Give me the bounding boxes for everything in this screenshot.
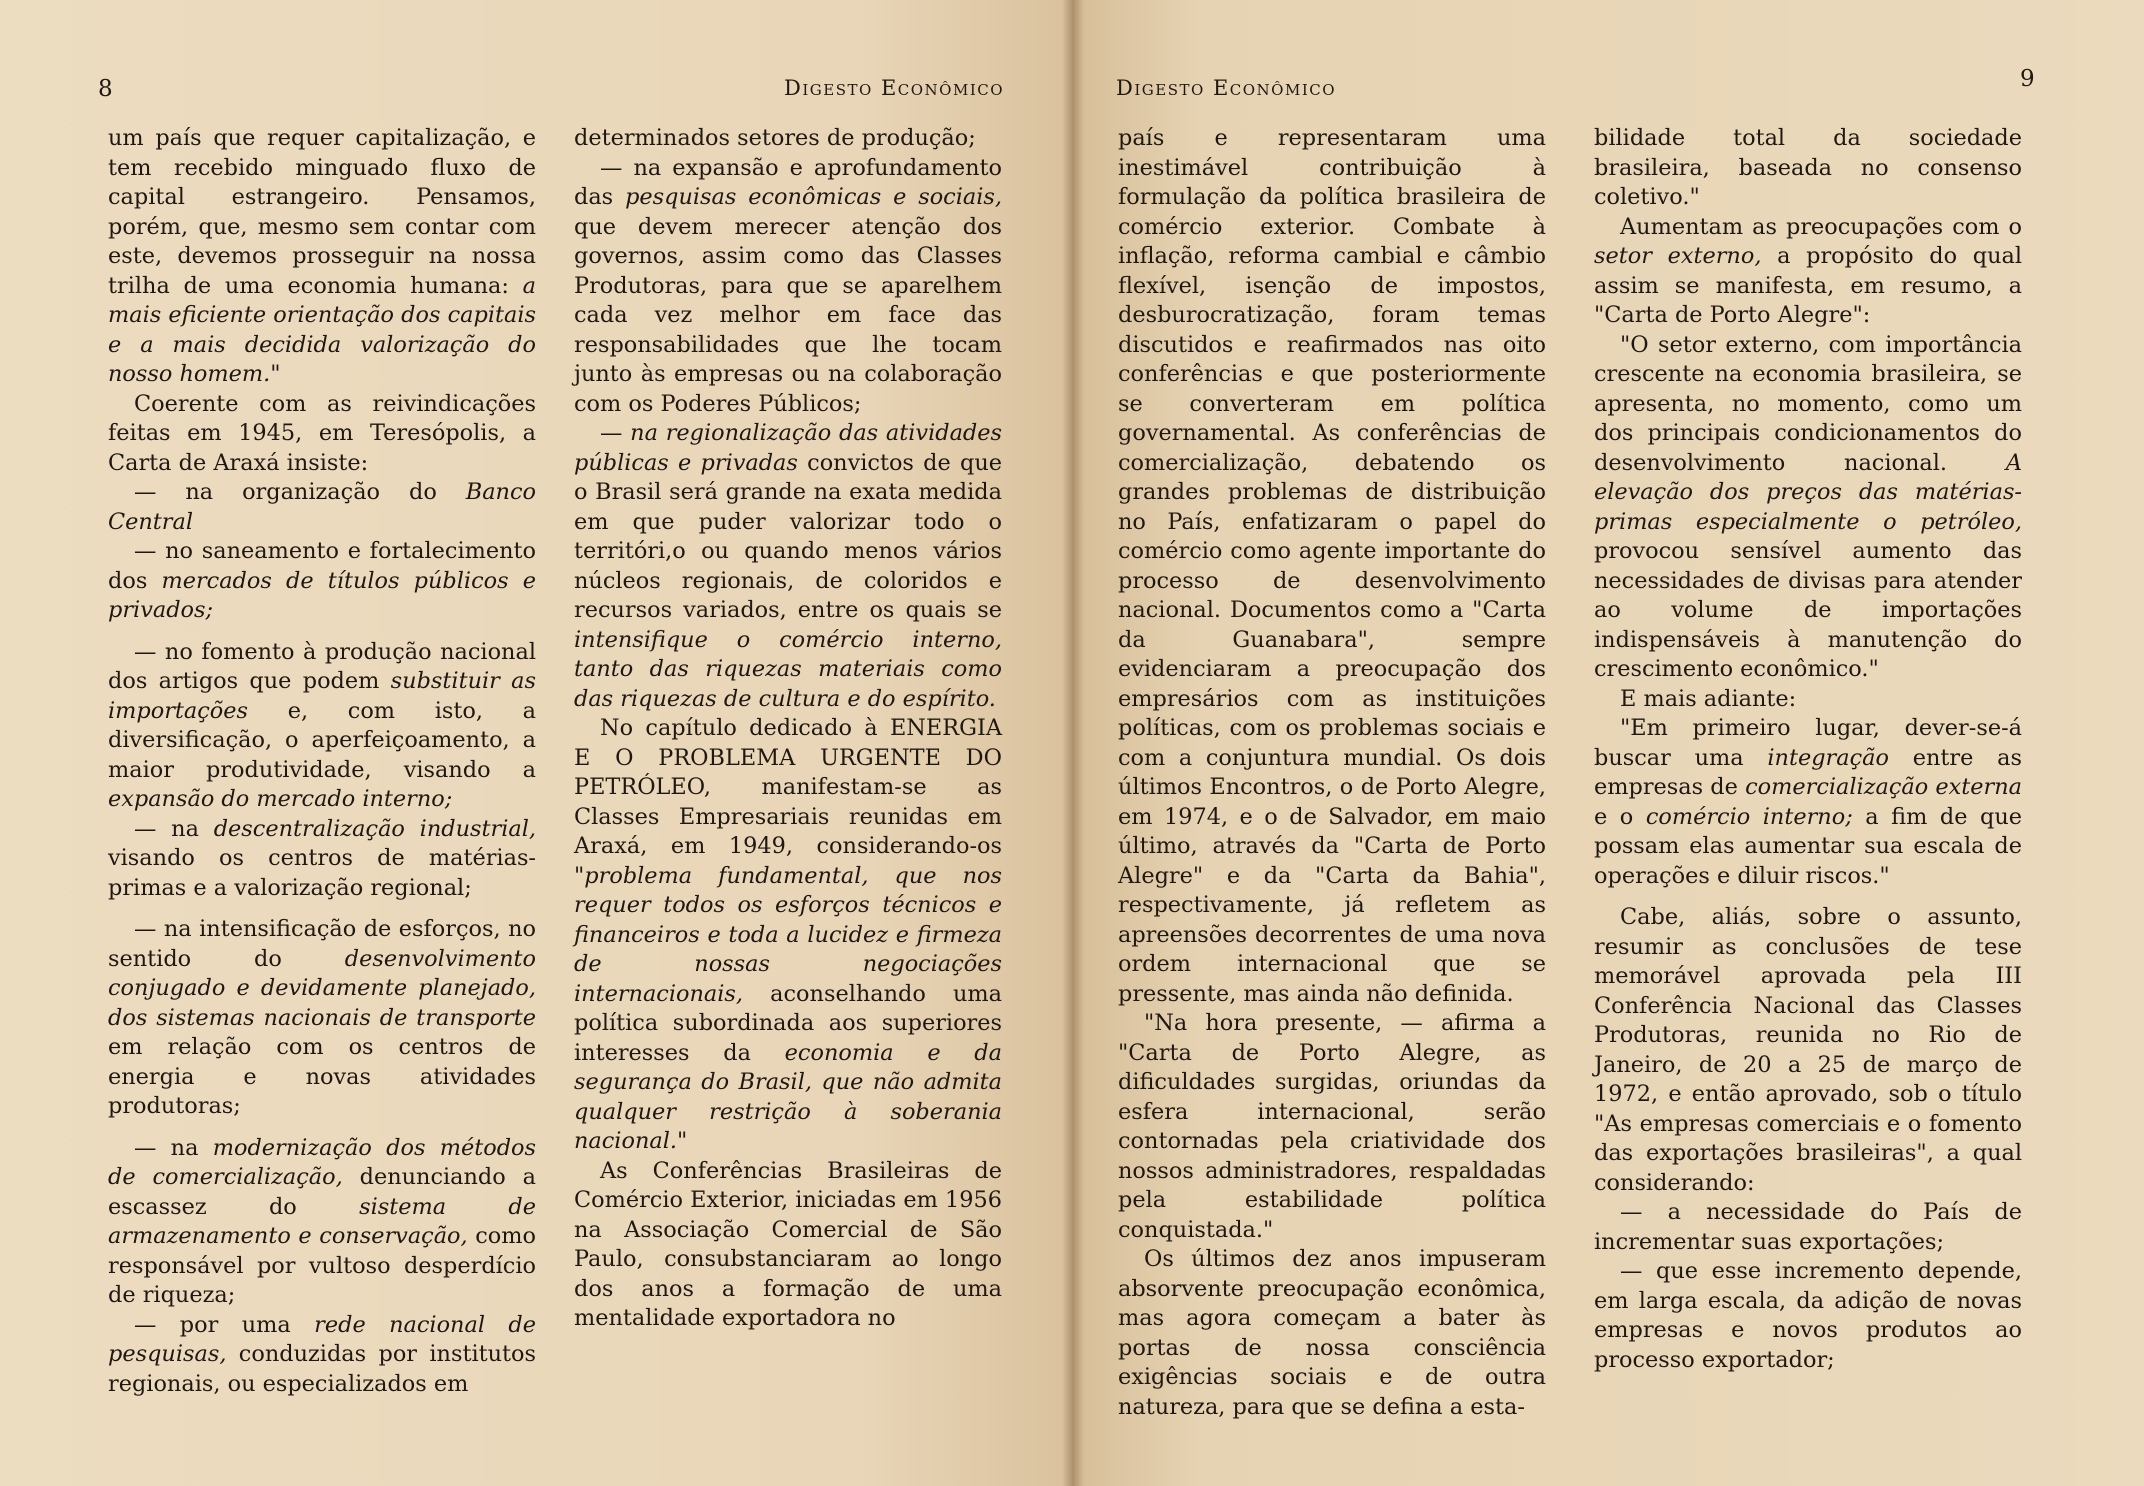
text-run: — a necessidade do País de incrementar suas exportações; (1594, 1199, 2022, 1255)
left-page-column-1 (108, 124, 536, 1399)
italic-text-run: comércio interno; (1645, 803, 1853, 830)
italic-text-run: Banco Central (108, 479, 536, 535)
text-run: e o (1594, 803, 1646, 830)
paragraph (1594, 1257, 2022, 1375)
right-page (1072, 0, 2144, 1486)
paragraph (1118, 1245, 1546, 1422)
text-run: Aumentam as preocupações com o (1620, 213, 2022, 240)
paragraph (574, 154, 1002, 420)
paragraph (1594, 685, 2022, 715)
text-run: — na expansão e aprofundamento das (574, 154, 1002, 210)
italic-text-run: setor externo, (1594, 243, 1762, 269)
text-run: bilidade total da sociedade brasileira, baseada no consenso coletivo." (1594, 125, 2022, 210)
text-run: a propósito do qual assim se manifesta, em resumo, a "Carta de Porto Alegre": (1594, 243, 2023, 328)
text-run: em relação com os centros de energia e novas atividades produtoras; (108, 1034, 536, 1119)
text-run: No capítulo dedicado à ENERGIA E O PROBLEMA URGENTE DO PETRÓLEO, manifestam-se as Classes Empresariais reunidas em Araxá, em 1949, considerando-os (574, 715, 1002, 859)
paragraph (574, 124, 1002, 154)
italic-text-run: na regionalização das atividades públicas e privadas (574, 420, 1002, 476)
text-run: — que esse incremento depende, em larga escala, da adição de novas empresas e novos produtos ao processo exportador; (1594, 1258, 2022, 1373)
running-head-left: Digesto Econômico (784, 76, 1005, 100)
text-run: — na (134, 1134, 213, 1161)
text-run: — na organização do (134, 479, 466, 505)
italic-text-run: rede nacional de pesquisas, (108, 1311, 536, 1367)
page-number-right: 9 (2020, 66, 2035, 92)
text-run: Cabe, aliás, sobre o assunto, resumir as conclusões de tese memorável aprovada pela III Conferência Nacional das Classes Produtoras, reunida no Rio de Janeiro, de 20 a 25 de março de 1972, e então aprovado, sob o título "As empresas comerciais e o fomento das exportações brasileiras", a qual considerando: (1594, 904, 2022, 1196)
paragraph (1594, 903, 2022, 1198)
italic-text-run: sistema de armazenamento e conservação, (108, 1193, 536, 1249)
text-run: país e representaram uma inestimável contribuição à formulação da política brasileira de comércio exterior. Combate à inflação, reforma cambial e câmbio flexível, isenção de impostos, desburocratização, foram temas discutidos e reafirmados nas oito conferências e que posteriormente se converteram em política governamental. As conferências de comercialização, debatendo os grandes problemas de distribuição no País, enfatizaram o papel do comércio como agente importante do processo de desenvolvimento nacional. Documentos como a "Carta da Guanabara", sempre evidenciaram a preocupação dos empresários com as instituições políticas, com os problemas sociais e com a conjuntura mundial. Os dois últimos Encontros, o de Porto Alegre, em 1974, e o de Salvador, em maio último, através da "Carta de Porto Alegre" e da "Carta da Bahia", respectivamente, já refletem as apreensões decorrentes de uma nova ordem internacional que se pressente, mas ainda não definida. (1118, 125, 1546, 1007)
text-run: que devem merecer atenção dos governos, assim como das Classes Produtoras, para que se aparelhem cada vez melhor em face das responsabilidades que lhe tocam junto às empresas ou na colaboração com os Poderes Públicos; (574, 213, 1002, 417)
paragraph (108, 915, 536, 1122)
paragraph (108, 478, 536, 537)
paragraph (108, 124, 536, 390)
text-run: visando os centros de matérias-primas e a valorização regional; (108, 845, 536, 901)
text-run: determinados setores de produção; (574, 125, 976, 151)
text-run: — na (134, 815, 214, 842)
text-run: como responsável por vultoso desperdício de riqueza; (108, 1223, 536, 1308)
italic-text-run: "problema fundamental, que nos requer todos os esforços técnicos e financeiros e toda a lucidez e firmeza de nossas negociações internacionais, (574, 862, 1002, 1007)
text-run: um país que requer capitalização, e tem recebido minguado fluxo de capital estrangeiro. Pensamos, porém, que, mesmo sem contar com este, devemos prosseguir na nossa trilha de uma economia humana: (108, 125, 536, 299)
text-run: conduzidas por institutos regionais, ou especializados em (108, 1341, 536, 1397)
italic-text-run: desenvolvimento conjugado e devidamente planejado, dos sistemas nacionais de transporte (108, 945, 536, 1031)
italic-text-run: substituir as importações (108, 668, 536, 724)
paragraph (1594, 331, 2022, 685)
text-run: aconselhando uma política subordinada aos superiores interesses da (574, 980, 1002, 1066)
italic-text-run: mercados de títulos públicos e privados; (108, 567, 537, 623)
paragraph (574, 1157, 1002, 1334)
paragraph (108, 1134, 536, 1311)
right-page-column-2 (1594, 124, 2022, 1375)
text-run: "Na hora presente, — afirma a "Carta de Porto Alegre, as dificuldades surgidas, oriundas da esfera internacional, serão contornadas pela criatividade dos nossos administradores, respaldadas pela estabilidade política conquistada." (1118, 1010, 1546, 1243)
italic-text-run: A elevação dos preços das matérias-primas especialmente o petróleo, (1594, 449, 2022, 535)
text-run: " (677, 1128, 688, 1154)
paragraph (108, 815, 536, 904)
italic-text-run: pesquisas econômicas e sociais, (625, 184, 1003, 210)
paragraph (108, 1311, 536, 1400)
text-run: convictos de que o Brasil será grande na exata medida em que puder valorizar todo o territóri,o ou quando menos vários núcleos regionais, de coloridos e recursos variados, entre os quais se (574, 449, 1002, 623)
paragraph (1594, 1198, 2022, 1257)
right-page-column-1 (1118, 124, 1546, 1422)
italic-text-run: expansão do mercado interno; (108, 786, 453, 812)
text-run: denunciando a escassez do (108, 1164, 536, 1220)
text-run: — por uma (134, 1311, 315, 1338)
text-run: — (600, 420, 631, 446)
book-gutter (1062, 0, 1084, 1486)
paragraph (574, 714, 1002, 1157)
page-number-left: 8 (98, 76, 113, 102)
italic-text-run: intensifique o comércio interno, tanto das riquezas materiais como das riquezas de cultura e do espírito. (574, 626, 1002, 712)
paragraph (108, 390, 536, 479)
italic-text-run: comercialização externa (1745, 774, 2023, 800)
italic-text-run: economia e da segurança do Brasil, que não admita qualquer restrição à soberania nacional. (574, 1039, 1002, 1154)
text-run: entre as empresas de (1594, 744, 2022, 800)
text-run: provocou sensível aumento das necessidades de divisas para atender ao volume de importações indispensáveis à manutenção do crescimento econômico." (1594, 538, 2022, 682)
text-run: — no saneamento e fortalecimento dos (108, 538, 536, 594)
paragraph (1118, 1009, 1546, 1245)
paragraph (1594, 213, 2022, 331)
paragraph (1594, 714, 2022, 891)
paragraph (108, 537, 536, 626)
text-run: Coerente com as reivindicações feitas em 1945, em Teresópolis, a Carta de Araxá insiste: (108, 390, 536, 476)
left-page-column-2 (574, 124, 1002, 1334)
text-run: Os últimos dez anos impuseram absorvente preocupação econômica, mas agora começam a bater às portas de nossa consciência exigências sociais e de outra natureza, para que se defina a esta- (1118, 1246, 1546, 1420)
text-run: "Em primeiro lugar, dever-se-á buscar uma (1594, 715, 2022, 771)
text-run: As Conferências Brasileiras de Comércio Exterior, iniciadas em 1956 na Associação Comercial de São Paulo, consubstanciaram ao longo dos anos a formação de uma mentalidade exportadora no (574, 1157, 1002, 1331)
paragraph (574, 419, 1002, 714)
text-run: — no fomento à produção nacional dos artigos que podem (108, 638, 536, 694)
text-run: E mais adiante: (1620, 685, 1797, 712)
paragraph (1118, 124, 1546, 1009)
italic-text-run: a mais eficiente orientação dos capitais e a mais decidida valorização do nosso homem. (108, 272, 536, 387)
text-run: e, com isto, a diversificação, o aperfeiçoamento, a maior produtividade, visando a (108, 697, 536, 783)
text-run: "O setor externo, com importância crescente na economia brasileira, se apresenta, no momento, como um dos principais condicionamentos do desenvolvimento nacional. (1594, 331, 2022, 476)
italic-text-run: integração (1767, 744, 1889, 771)
text-run: — na intensificação de esforços, no sentido do (108, 916, 536, 972)
text-run: " (270, 361, 281, 387)
paragraph (1594, 124, 2022, 213)
italic-text-run: descentralização industrial, (213, 815, 536, 842)
running-head-right: Digesto Econômico (1116, 76, 1337, 100)
text-run: a fim de que possam elas aumentar sua escala de operações e diluir riscos." (1594, 803, 2023, 889)
italic-text-run: modernização dos métodos de comercialização, (108, 1134, 536, 1190)
paragraph (108, 638, 536, 815)
